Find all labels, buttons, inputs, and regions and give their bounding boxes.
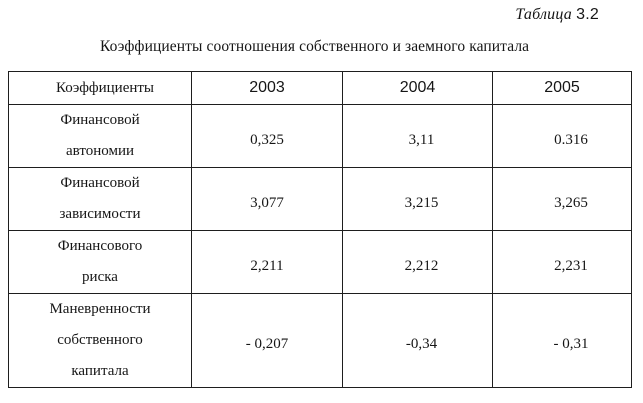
table-caption-number: 3.2 [576,6,599,23]
table-caption [515,6,599,24]
row-label [9,231,192,294]
table-cell: 0.316 [493,105,632,168]
table-cell: 3,11 [343,105,493,168]
table-cell: - 0,31 [493,294,632,388]
row-label [9,105,192,168]
table-cell: 2,231 [493,231,632,294]
table-cell: 3,215 [343,168,493,231]
table-cell: 3,265 [493,168,632,231]
table-caption-prefix: Таблица [515,6,572,23]
table-row-financial-risk [9,231,632,294]
row-label [9,294,192,388]
table-cell: -0,34 [343,294,493,388]
row-label-line: Финансовой [60,112,140,128]
row-label-line: капитала [71,363,129,379]
header-year-2004: 2004 [343,72,493,105]
table-row-equity-maneuverability [9,294,632,388]
row-label-line: Финансовой [60,175,140,191]
header-coefficients: Коэффициенты [9,72,192,105]
row-label-line: риска [82,269,118,285]
table-cell: 2,212 [343,231,493,294]
header-year-2003: 2003 [192,72,343,105]
row-label-line: автономии [65,143,134,159]
table-title: Коэффициенты соотношения собственного и заемного капитала [100,38,530,55]
table-row-financial-dependence [9,168,632,231]
header-year-2005: 2005 [493,72,632,105]
coefficients-table [8,71,632,388]
row-label-line: Финансового [57,238,143,254]
table-cell: 0,325 [192,105,343,168]
row-label-line: зависимости [59,206,141,222]
table-cell: 2,211 [192,231,343,294]
row-label-line: собственного [57,332,143,348]
table-cell: 3,077 [192,168,343,231]
row-label [9,168,192,231]
table-row-financial-autonomy [9,105,632,168]
header-row [9,72,632,105]
table-cell: - 0,207 [192,294,343,388]
row-label-line: Маневренности [49,301,151,317]
